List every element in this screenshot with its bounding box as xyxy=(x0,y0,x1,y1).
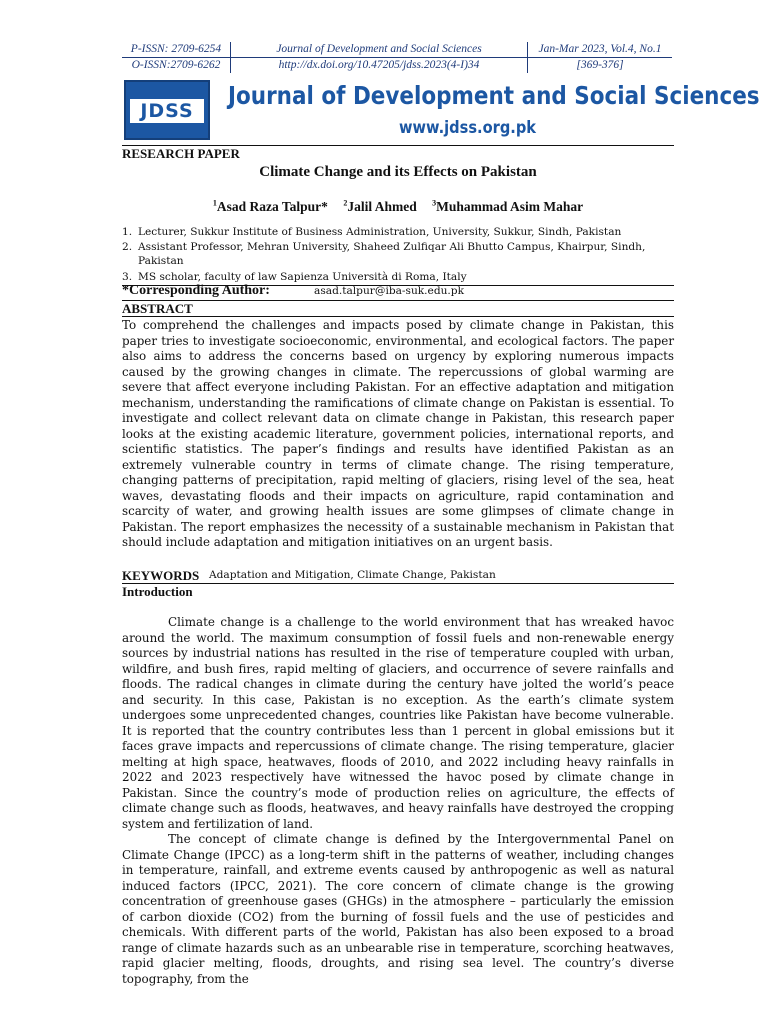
running-header xyxy=(122,42,672,73)
author-3: $^3$Muhammad Asim Mahar xyxy=(432,198,584,214)
keywords-label: KEYWORDS xyxy=(122,568,200,583)
paper-title: Climate Change and its Effects on Pakistan xyxy=(259,164,537,180)
affiliation-2: 2. Assistant Professor, Mehran University, Shaheed Zulfiqar Ali Bhutto Campus, Khairpur, Sindh, Pakistan xyxy=(122,241,646,267)
header-row-2 xyxy=(122,57,672,73)
intro-paragraph-1: Climate change is a challenge to the world environment that has wreaked havoc around the world. The maximum consumption of fossil fuels and non-renewable energy sources by industrial nations has resulted in the rise of temperature coupled with urban, wildfire, and bush fires, rapid melting of glaciers, and occurrence of severe rainfalls and floods. The radical changes in climate during the century have jolted the world’s peace and security. In this case, Pakistan is no exception. As the earth’s climate system undergoes some unprecedented changes, countries like Pakistan have become vulnerable. It is reported that the country contributes less than 1 percent in global emissions but it faces grave impacts and repercussions of climate change. The rising temperature, glacier melting at high space, heatwaves, floods of 2010, and 2022 including heavy rainfalls in 2022 and 2023 respectively have witnessed the havoc posed by climate change in Pakistan. Since the country’s mode of production relies on agriculture, the effects of climate change such as floods, heatwaves, and heavy rainfalls have destroyed the cropping system and fertilization of land. xyxy=(122,615,674,831)
logo-text: JDSS xyxy=(130,99,204,123)
doi-link[interactable]: http://dx.doi.org/10.47205/jdss.2023(4-I)34 xyxy=(278,59,480,71)
jdss-logo xyxy=(124,80,210,140)
p-issn: P-ISSN: 2709-6254 xyxy=(122,42,231,57)
keywords-rule xyxy=(122,583,674,584)
affiliation-1: 1. Lecturer, Sukkur Institute of Business Administration, University, Sukkur, Sindh, Pakistan xyxy=(122,226,622,238)
affiliation-3: 3. MS scholar, faculty of law Sapienza Università di Roma, Italy xyxy=(122,271,467,283)
abstract-heading: ABSTRACT xyxy=(122,301,193,316)
keywords-text: Adaptation and Mitigation, Climate Change, Pakistan xyxy=(209,569,496,581)
corresponding-rule-bottom xyxy=(122,300,674,301)
abstract-rule xyxy=(122,316,674,317)
journal-banner xyxy=(122,78,760,144)
issue-info: Jan-Mar 2023, Vol.4, No.1 xyxy=(538,43,662,55)
corresponding-email[interactable]: asad.talpur@iba-suk.edu.pk xyxy=(314,285,464,297)
journal-website[interactable]: www.jdss.org.pk xyxy=(399,118,537,138)
author-1: $^1$Asad Raza Talpur* xyxy=(212,198,328,214)
introduction-heading: Introduction xyxy=(122,584,193,599)
o-issn: O-ISSN:2709-6262 xyxy=(122,58,231,73)
abstract-text: To comprehend the challenges and impacts posed by climate change in Pakistan, this paper tries to investigate socioeconomic, environmental, and ecological factors. The paper also aims to address the concerns based on urgency by exploring numerous impacts caused by the growing changes in climate. The repercussions of global warming are severe that affect everyone including Pakistan. For an effective adaptation and mitigation mechanism, understanding the ramifications of climate change on Pakistan is essential. To investigate and collect relevant data on climate change in Pakistan, this research paper looks at the existing academic literature, government policies, international reports, and scientific statistics. The paper’s findings and results have identified Pakistan as an extremely vulnerable country in terms of climate change. The rising temperature, changing patterns of precipitation, rapid melting of glaciers, rising level of the sea, heat waves, devastating floods and their impacts on agriculture, rapid contamination and scarcity of water, and growing health issues are some glimpses of climate change in Pakistan. The report emphasizes the necessity of a sustainable mechanism in Pakistan that should include adaptation and mitigation initiatives on an urgent basis. xyxy=(122,318,674,549)
banner-title: Journal of Development and Social Sciences xyxy=(228,81,760,110)
paper-type: RESEARCH PAPER xyxy=(122,146,240,161)
corresponding-author-label: *Corresponding Author: xyxy=(122,283,270,298)
author-list xyxy=(122,198,674,215)
header-row-1 xyxy=(122,42,672,57)
doi-cell xyxy=(231,58,528,73)
author-2: $^2$Jalil Ahmed xyxy=(343,198,417,214)
journal-name: Journal of Development and Social Sciences xyxy=(231,42,528,57)
page-range: [369-376] xyxy=(576,59,624,71)
intro-paragraph-2: The concept of climate change is defined by the Intergovernmental Panel on Climate Change (IPCC) as a long-term shift in the patterns of weather, including changes in temperature, rainfall, and extreme events caused by anthropogenic as well as natural induced factors (IPCC, 2021). The core concern of climate change is the growing concentration of greenhouse gases (GHGs) in the atmosphere – particularly the emission of carbon dioxide (CO2) from the burning of fossil fuels and the use of pesticides and chemicals. With different parts of the world, Pakistan has also been exposed to a broad range of climate hazards such as an unbearable rise in temperature, scorching heatwaves, rapid glacier melting, floods, droughts, and rising sea level. The country’s diverse topography, from the xyxy=(122,832,674,986)
